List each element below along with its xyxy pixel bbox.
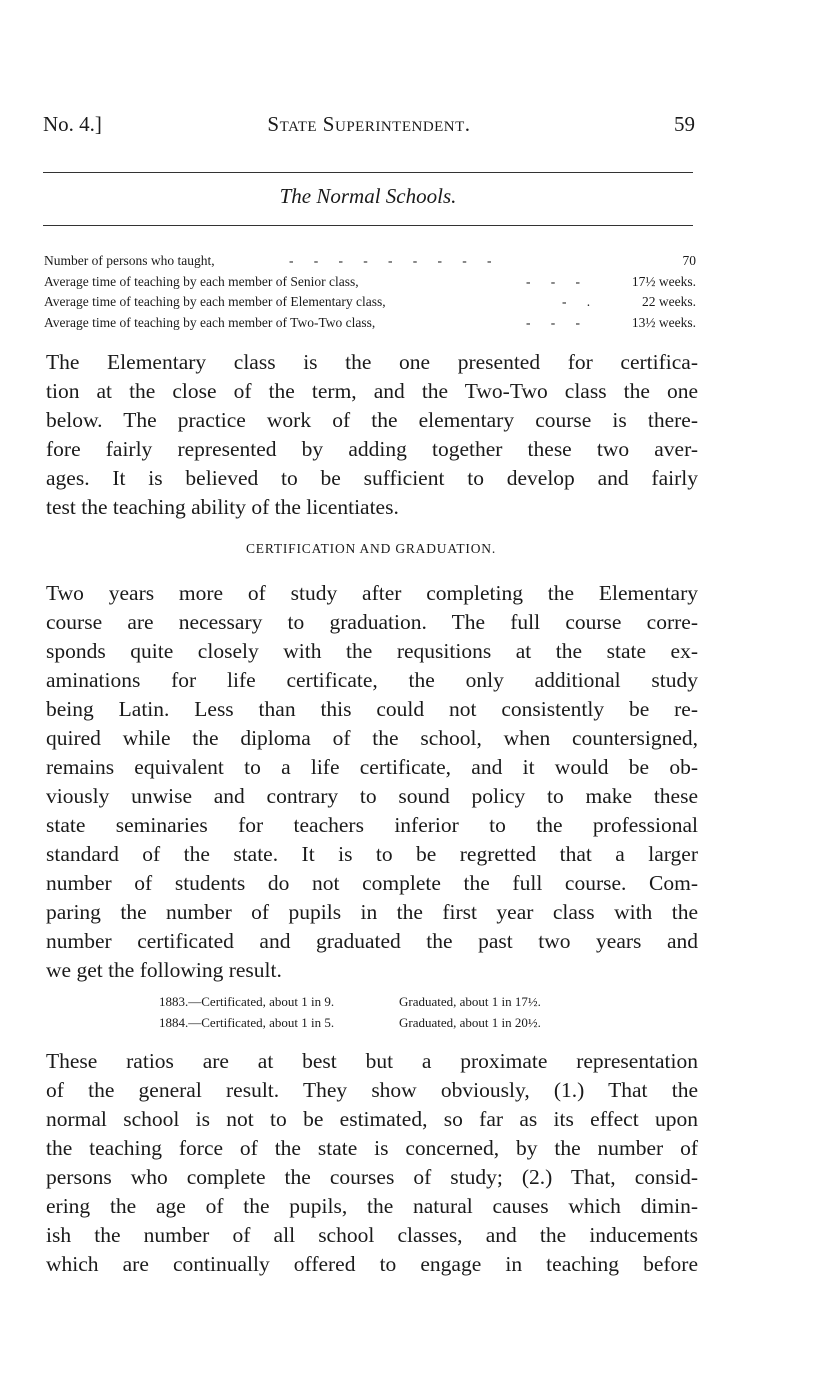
stat-label: Average time of teaching by each member of Elementary class, — [44, 294, 386, 309]
text-line: test the teaching ability of the licentiates. — [46, 495, 399, 519]
text-line: These ratios are at best but a proximate representation — [46, 1049, 698, 1073]
stat-leader: - - - — [526, 273, 580, 289]
graduated-ratio: Graduated, about 1 in 20½. — [399, 1015, 541, 1030]
stat-label: Average time of teaching by each member of Senior class, — [44, 273, 359, 289]
stat-value: 13½ weeks. — [631, 314, 696, 330]
page-header — [43, 112, 695, 142]
subheading-certification: CERTIFICATION AND GRADUATION. — [245, 541, 496, 556]
text-line: sponds quite closely with the requsitions at the state ex- — [46, 639, 698, 663]
teaching-stats-table — [44, 251, 696, 333]
text-line: standard of the state. It is to be regretted that a larger — [46, 842, 698, 866]
header-rule — [43, 172, 693, 173]
paragraph-ratios — [46, 1047, 698, 1279]
text-line: number certificated and graduated the past two years and — [46, 929, 698, 953]
running-title: State Superintendent. — [267, 112, 471, 136]
text-line: of the general result. They show obviously, (1.) That the — [46, 1078, 698, 1102]
stat-value: 17½ weeks. — [631, 273, 696, 289]
document-number: No. 4.] — [43, 112, 102, 136]
section-rule — [43, 225, 693, 226]
text-line: number of students do not complete the full course. Com- — [46, 871, 698, 895]
page-number: 59 — [674, 112, 695, 136]
text-line: which are continually offered to engage in teaching before — [46, 1252, 698, 1276]
text-line: ages. It is believed to be sufficient to develop and fairly — [46, 466, 698, 490]
text-line: being Latin. Less than this could not consistently be re- — [46, 697, 698, 721]
text-line: the teaching force of the state is concerned, by the number of — [46, 1136, 698, 1160]
text-line: fore fairly represented by adding together these two aver- — [46, 437, 698, 461]
stat-row — [44, 313, 696, 334]
text-line: we get the following result. — [46, 958, 282, 982]
text-line: viously unwise and contrary to sound policy to make these — [46, 784, 698, 808]
text-line: ering the age of the pupils, the natural causes which dimin- — [46, 1194, 698, 1218]
text-line: tion at the close of the term, and the Two-Two class the one — [46, 379, 698, 403]
text-line: course are necessary to graduation. The full course corre- — [46, 610, 698, 634]
stat-leader: - - - — [526, 314, 580, 330]
stat-value: 22 weeks. — [642, 294, 696, 309]
stat-row — [44, 292, 696, 313]
stat-leader: - - - - - - - - - — [289, 253, 492, 268]
graduated-ratio: Graduated, about 1 in 17½. — [399, 994, 541, 1009]
text-line: Two years more of study after completing the Elementary — [46, 581, 698, 605]
text-line: remains equivalent to a life certificate, and it would be ob- — [46, 755, 698, 779]
text-line: The Elementary class is the one presented for certifica- — [46, 350, 698, 374]
text-line: aminations for life certificate, the only additional study — [46, 668, 698, 692]
stat-label: Average time of teaching by each member of Two-Two class, — [44, 314, 376, 330]
section-heading: The Normal Schools. — [279, 184, 457, 208]
text-line: normal school is not to be estimated, so far as its effect upon — [46, 1107, 698, 1131]
paragraph-elementary-class — [46, 348, 698, 522]
stat-leader: - . — [562, 294, 591, 309]
certificated-ratio: 1884.—Certificated, about 1 in 5. — [159, 1015, 335, 1030]
stat-value: 70 — [682, 253, 696, 268]
text-line: quired while the diploma of the school, when countersigned, — [46, 726, 698, 750]
certificated-ratio: 1883.—Certificated, about 1 in 9. — [159, 994, 335, 1009]
text-line: persons who complete the courses of study; (2.) That, consid- — [46, 1165, 698, 1189]
text-line: ish the number of all school classes, and the inducements — [46, 1223, 698, 1247]
text-line: state seminaries for teachers inferior to the professional — [46, 813, 698, 837]
text-line: paring the number of pupils in the first year class with the — [46, 900, 698, 924]
stat-label: Number of persons who taught, — [44, 253, 215, 268]
text-line: below. The practice work of the elementary course is there- — [46, 408, 698, 432]
stat-row — [44, 251, 696, 272]
stat-row — [44, 272, 696, 293]
paragraph-certification — [46, 579, 698, 985]
